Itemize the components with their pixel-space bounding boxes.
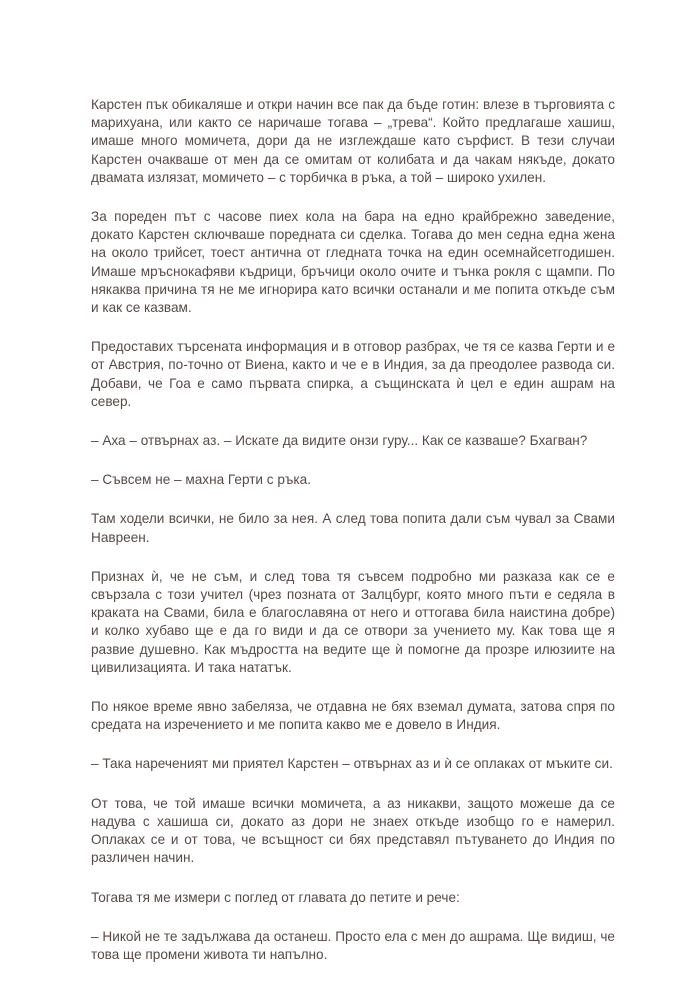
paragraph-10: От това, че той имаше всички момичета, а аз никакви, защото можеше да се надува с хашиша си, докато аз дори не знаех откъде изобщо го е намерил. Оплаках се и от това, че всъщност си бях представял пътуването до Индия по различен начин.: [91, 795, 615, 866]
paragraph-7: Признах ѝ, че не съм, и след това тя съвсем подробно ми разказа как се е свързала с този учител (чрез позната от Залцбург, която много пъти е седяла в краката на Свами, била е благославяна от него и оттогава била наистина добре) и колко хубаво ще е да го види и да се отвори за учението му. Как това ще я развие душевно. Как мъдростта на ведите ще ѝ помогне да прозре илюзиите на цивилизацията. И така нататък.: [91, 568, 615, 675]
body-text: [91, 96, 615, 985]
paragraph-8: По някое време явно забеляза, че отдавна не бях вземал думата, затова спря по средата на изречението и ме попита какво ме е довело в Индия.: [91, 699, 615, 733]
paragraph-11: Тогава тя ме измери с поглед от главата до петите и рече:: [91, 889, 460, 905]
paragraph-1: Карстен пък обикаляше и откри начин все пак да бъде готин: влезе в търговията с марихуана, или както се наричаше тогава – „трева“. Който предлагаше хашиш, имаше много момичета, дори да не изглеждаше като сърфист. В тези случаи Карстен очакваше от мен да се омитам от колибата и да чакам някъде, докато двамата излязат, момичето – с торбичка в ръка, а той – широко ухилен.: [91, 97, 615, 185]
paragraph-5: – Съвсем не – махна Герти с ръка.: [91, 472, 312, 488]
paragraph-9: – Така нареченият ми приятел Карстен – отвърнах аз и ѝ се оплаках от мъките си.: [91, 756, 613, 772]
paragraph-6: Там ходели всички, не било за нея. А след това попита дали съм чувал за Свами Навреен.: [91, 511, 615, 545]
paragraph-12: – Никой не те задължава да останеш. Просто ела с мен до ашрама. Ще видиш, че това ще промени живота ти напълно.: [91, 928, 615, 962]
paragraph-3: Предоставих търсената информация и в отговор разбрах, че тя се казва Герти и е от Австрия, по-точно от Виена, както и че е в Индия, за да преодолее развода си. Добави, че Гоа е само първата спирка, а същинската ѝ цел е един ашрам на север.: [91, 339, 615, 409]
paragraph-4: – Аха – отвърнах аз. – Искате да видите онзи гуру... Как се казваше? Бхагван?: [91, 433, 588, 449]
paragraph-2: За пореден път с часове пиех кола на бара на едно крайбрежно заведение, докато Карстен сключваше поредната си сделка. Тогава до мен седна една жена на около трийсет, тоест антична от гледната точка на един осемнайсетгодишен. Имаше мръснокафяви къдрици, бръчици около очите и тънка рокля с щампи. По някаква причина тя не ме игнорира като всички останали и ме попита откъде съм и как се казвам.: [91, 209, 615, 316]
